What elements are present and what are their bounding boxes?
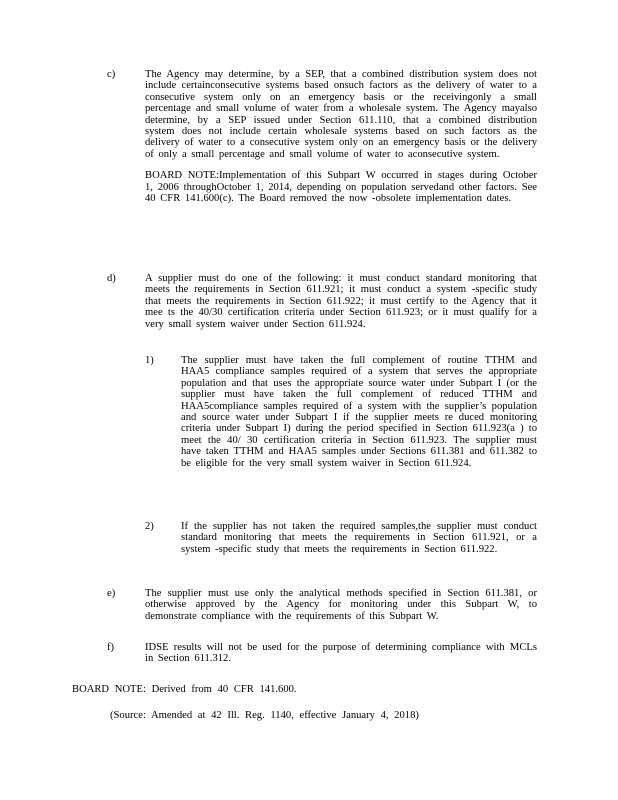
section-f-label: f): [107, 642, 115, 653]
section-d-2-label: 2): [145, 521, 154, 532]
section-e-text: The supplier must use only the analytical methods specified in Section 611.381, or otherwise approved by the Agency for monitoring under this Subpart W, to demonstrate compliance with the requirements of this Subpart W.: [145, 588, 537, 622]
section-c-body: [145, 69, 537, 204]
section-c-text: The Agency may determine, by a SEP, that a combined distribution system does not include certainconsecutive systems based onsuch factors as the delivery of water to a consecutive system only on an emergency basis or the receivingonly a small percentage and small volume of water from a wholesale system. The Agency mayalso determine, by a SEP issued under Section 611.110, that a combined distribution system does not include certain wholesale systems based on such factors as the delivery of water to a consecutive system only on an emergency basis or the delivery of only a small percentage and small volume of water to aconsecutive system.: [145, 69, 537, 160]
section-c-label: c): [107, 69, 116, 80]
section-d-text: A supplier must do one of the following: it must conduct standard monitoring that meets the requirements in Section 611.921; it must conduct a system -specific study that meets the requirements in Section 611.922; it must certify to the Agency that it mee ts the 40/30 certification criteria under Section 611.923; or it must qualify for a very small system waiver under Section 611.924.: [145, 273, 537, 330]
section-c-board-note: BOARD NOTE:Implementation of this Subpart W occurred in stages during October 1, 2006 throughOctober 1, 2014, depending on population servedand other factors. See 40 CFR 141.600(c). The Board removed the now -obsolete implementation dates.: [145, 170, 537, 205]
section-d-1-label: 1): [145, 355, 154, 366]
section-d-1-text: The supplier must have taken the full complement of routine TTHM and HAA5 compliance samples required of a system that serves the appropriate population and that uses the appropriate source water under Subpart I (or the supplier must have taken the full complement of reduced TTHM and HAA5compliance samples required of a system with the supplier’s population and source water under Subpart I if the supplier meets re duced monitoring criteria under Subpart I) during the period specified in Section 611.923(a ) to meet the 40/ 30 certification criteria in Section 611.923. The supplier must have taken TTHM and HAA5 samples under Sections 611.381 and 611.382 to be eligible for the very small system waiver in Section 611.924.: [181, 355, 537, 469]
source-note: (Source: Amended at 42 Ill. Reg. 1140, effective January 4, 2018): [110, 710, 419, 721]
section-d-label: d): [107, 273, 116, 284]
section-d-2-text: If the supplier has not taken the required samples,the supplier must conduct standard monitoring that meets the requirements in Section 611.921, or a system -specific study that meets the requirements in Section 611.922.: [181, 521, 537, 555]
section-f-text: IDSE results will not be used for the purpose of determining compliance with MCLs in Section 611.312.: [145, 642, 537, 665]
board-note: BOARD NOTE: Derived from 40 CFR 141.600.: [72, 684, 297, 695]
section-e-label: e): [107, 588, 116, 599]
